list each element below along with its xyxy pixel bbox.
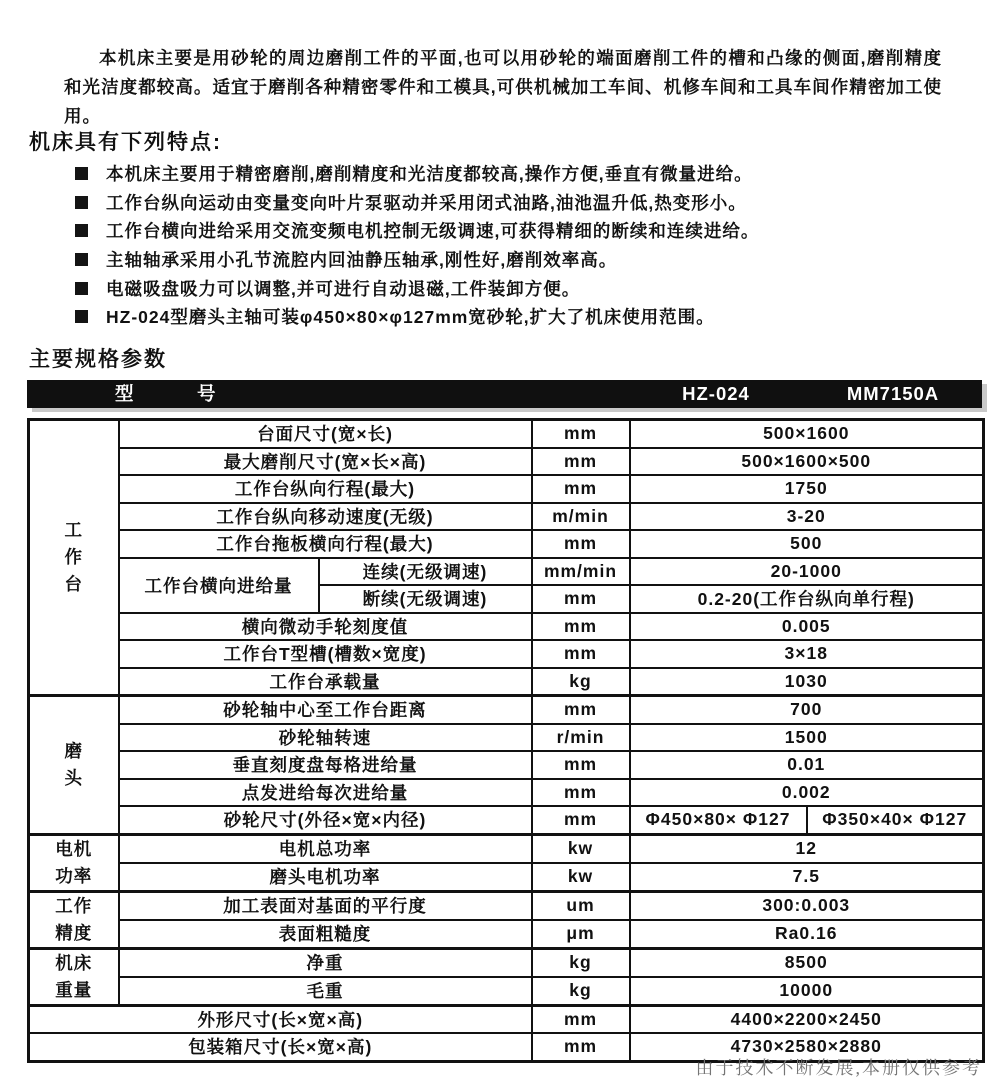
square-bullet-icon [75,310,88,323]
unit-cell: mm [532,420,630,448]
value-cell: 0.2-20(工作台纵向单行程) [630,585,984,613]
unit-cell: mm [532,585,630,613]
value-cell: 0.01 [630,751,984,779]
value-cell: 4400×2200×2450 [630,1005,984,1033]
value-cell: 700 [630,696,984,724]
value-cell: Φ450×80× Φ127 [630,806,807,834]
footer-note: 由于技术不断发展,本册仅供参考 [695,1058,982,1078]
row-group-cell [29,420,119,696]
row-group-cell [29,834,119,891]
value-cell: 0.002 [630,779,984,807]
row-group-label-line: 精度 [55,922,93,943]
unit-cell: mm [532,640,630,668]
row-group-label-line: 机床 [55,952,93,973]
table-row [29,475,984,503]
value-cell: 7.5 [630,863,984,892]
spec-label-cell: 工作台T型槽(槽数×宽度) [119,640,532,668]
feature-text: HZ-024型磨头主轴可装φ450×80×φ127mm宽砂轮,扩大了机床使用范围。 [106,307,715,328]
unit-cell: kw [532,863,630,892]
spec-label-cell: 净重 [119,948,532,977]
square-bullet-icon [75,224,88,237]
spec-label-cell: 加工表面对基面的平行度 [119,891,532,920]
value-cell: 500×1600×500 [630,448,984,476]
feature-item [75,274,759,303]
features-heading: 机床具有下列特点: [29,131,222,154]
unit-cell: mm [532,475,630,503]
unit-cell: kg [532,948,630,977]
value-cell: 300:0.003 [630,891,984,920]
spec-label-cell: 电机总功率 [119,834,532,863]
feature-text: 本机床主要用于精密磨削,磨削精度和光洁度都较高,操作方便,垂直有微量进给。 [106,163,753,184]
spec-table [27,418,985,1063]
value-cell: 12 [630,834,984,863]
unit-cell: kg [532,977,630,1006]
value-cell: Φ350×40× Φ127 [807,806,984,834]
row-group-label-line: 台 [64,574,83,594]
spec-label-cell: 外形尺寸(长×宽×高) [29,1005,532,1033]
table-row [29,448,984,476]
value-cell: 1750 [630,475,984,503]
value-cell: 500×1600 [630,420,984,448]
spec-label-cell: 工作台承载量 [119,668,532,696]
spec-label-cell: 横向微动手轮刻度值 [119,613,532,641]
square-bullet-icon [75,282,88,295]
feature-item [75,245,759,274]
value-cell: 20-1000 [630,558,984,586]
spec-label-cell: 工作台拖板横向行程(最大) [119,530,532,558]
spec-label-cell: 表面粗糙度 [119,920,532,949]
row-group-label-line: 功率 [55,865,93,886]
unit-cell: mm [532,696,630,724]
feature-item [75,159,759,188]
spec-sublabel-cell: 断续(无级调速) [319,585,532,613]
table-row [29,977,984,1006]
spec-label-cell: 包装箱尺寸(长×宽×高) [29,1033,532,1061]
model-name-mm7150a: MM7150A [846,383,940,404]
value-cell: Ra0.16 [630,920,984,949]
spec-label-cell: 最大磨削尺寸(宽×长×高) [119,448,532,476]
spec-label-cell: 垂直刻度盘每格进给量 [119,751,532,779]
spec-label-cell: 砂轮尺寸(外径×宽×内径) [119,806,532,834]
value-cell: 500 [630,530,984,558]
row-group-label-line: 磨 [64,740,83,761]
spec-sublabel-cell: 连续(无级调速) [319,558,532,586]
table-row [29,948,984,977]
unit-cell: μm [532,920,630,949]
square-bullet-icon [75,196,88,209]
table-row [29,640,984,668]
unit-cell: mm [532,751,630,779]
value-cell: 1030 [630,668,984,696]
table-row [29,503,984,531]
feature-text: 主轴轴承采用小孔节流腔内回油静压轴承,刚性好,磨削效率高。 [106,249,618,270]
table-row [29,613,984,641]
specs-heading: 主要规格参数 [29,348,167,371]
table-row [29,834,984,863]
value-cell: 3×18 [630,640,984,668]
square-bullet-icon [75,167,88,180]
row-group-label-line: 电机 [55,838,93,859]
table-row [29,806,984,834]
value-cell: 0.005 [630,613,984,641]
feature-text: 电磁吸盘吸力可以调整,并可进行自动退磁,工件装卸方便。 [106,278,581,299]
unit-cell: mm [532,613,630,641]
value-cell: 1500 [630,724,984,752]
table-row [29,668,984,696]
spec-label-cell: 点发进给每次进给量 [119,779,532,807]
row-group-label-line: 作 [64,547,83,567]
table-row [29,724,984,752]
row-group-cell [29,948,119,1005]
unit-cell: mm [532,1033,630,1061]
unit-cell: um [532,891,630,920]
table-row [29,1005,984,1033]
unit-cell: mm [532,1005,630,1033]
unit-cell: mm [532,806,630,834]
table-row [29,863,984,892]
spec-label-cell: 砂轮轴转速 [119,724,532,752]
unit-cell: mm [532,530,630,558]
table-row [29,696,984,724]
row-group-label-line: 头 [64,767,83,788]
value-cell: 10000 [630,977,984,1006]
feature-item [75,302,759,331]
intro-paragraph: 本机床主要是用砂轮的周边磨削工件的平面,也可以用砂轮的端面磨削工件的槽和凸缘的侧面,磨削精度和光洁度都较高。适宜于磨削各种精密零件和工模具,可供机械加工车间、机修车间和工具车间作精密加工使用。 [64,47,942,126]
table-row [29,779,984,807]
row-group-cell [29,891,119,948]
unit-cell: kw [532,834,630,863]
spec-label-cell: 台面尺寸(宽×长) [119,420,532,448]
unit-cell: mm [532,779,630,807]
table-row [29,420,984,448]
feature-item [75,188,759,217]
spec-label-cell: 工作台横向进给量 [119,558,319,613]
feature-item [75,216,759,245]
spec-table-body [29,420,984,1062]
value-cell: 4730×2580×2880 [630,1033,984,1061]
row-group-label-line: 工 [64,520,83,540]
table-row [29,751,984,779]
feature-text: 工作台横向进给采用交流变频电机控制无级调速,可获得精细的断续和连续进给。 [106,221,760,242]
value-cell: 8500 [630,948,984,977]
row-group-label-line: 工作 [55,895,93,916]
unit-cell: r/min [532,724,630,752]
row-group-label-line: 重量 [55,979,93,1000]
feature-text: 工作台纵向运动由变量变向叶片泵驱动并采用闭式油路,油池温升低,热变形小。 [106,192,747,213]
spec-label-cell: 磨头电机功率 [119,863,532,892]
model-name-hz024: HZ-024 [682,383,750,404]
spec-label-cell: 工作台纵向行程(最大) [119,475,532,503]
unit-cell: mm [532,448,630,476]
row-group-cell [29,696,119,835]
model-header-bar [27,380,982,408]
model-header-label: 型 号 [115,383,218,404]
value-cell: 3-20 [630,503,984,531]
unit-cell: mm/min [532,558,630,586]
table-row [29,558,984,586]
table-row [29,891,984,920]
spec-label-cell: 砂轮轴中心至工作台距离 [119,696,532,724]
spec-label-cell: 毛重 [119,977,532,1006]
table-row [29,530,984,558]
square-bullet-icon [75,253,88,266]
spec-label-cell: 工作台纵向移动速度(无级) [119,503,532,531]
table-row [29,920,984,949]
features-list [75,159,759,331]
unit-cell: m/min [532,503,630,531]
unit-cell: kg [532,668,630,696]
